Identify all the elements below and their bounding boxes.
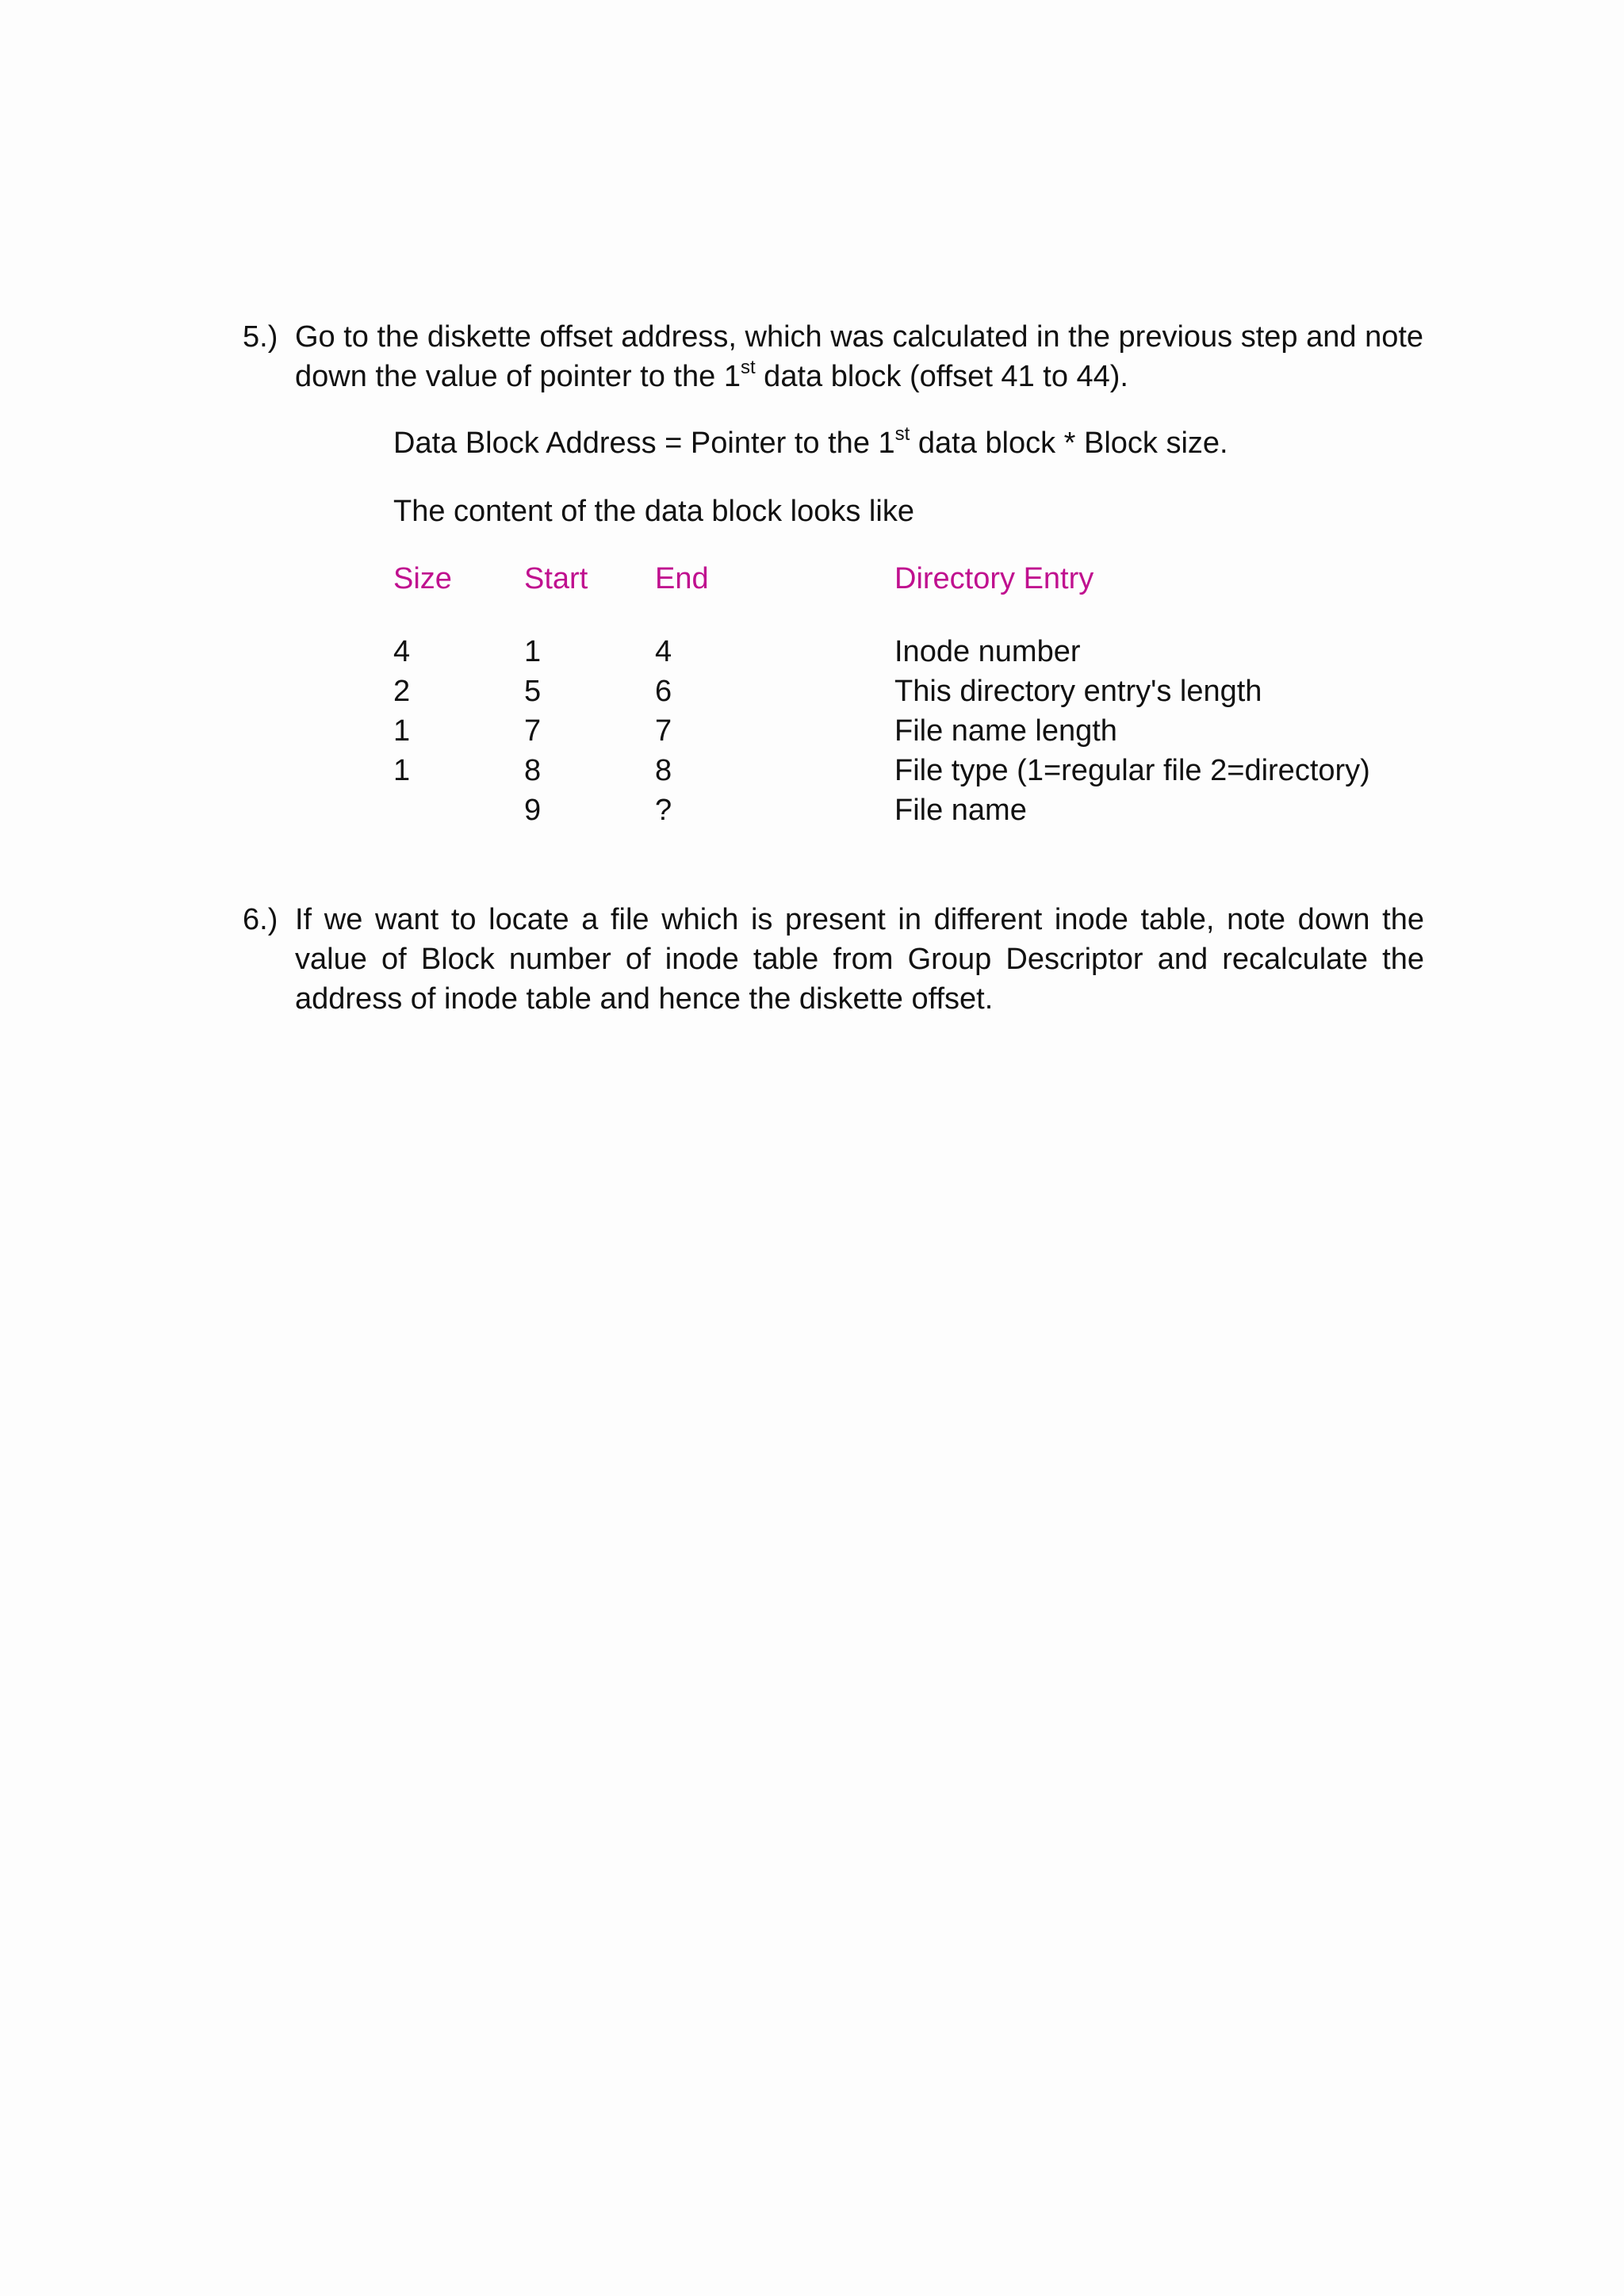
table-cell-size: 2 <box>393 675 411 708</box>
table-cell-entry: Inode number <box>894 635 1081 668</box>
table-cell-size: 1 <box>393 714 411 748</box>
step-5-number: 5.) <box>243 320 278 354</box>
data-block-content-intro: The content of the data block looks like <box>393 495 914 528</box>
table-cell-entry: This directory entry's length <box>894 675 1262 708</box>
table-cell-end: 7 <box>655 714 672 748</box>
header-directory-entry: Directory Entry <box>894 562 1094 595</box>
table-cell-end: 6 <box>655 675 672 708</box>
step-5-line-2-start: down the value of pointer to the 1 <box>295 360 741 393</box>
table-cell-start: 9 <box>524 794 542 827</box>
table-cell-entry: File name <box>894 794 1027 827</box>
table-cell-start: 7 <box>524 714 542 748</box>
table-cell-end: ? <box>655 794 672 827</box>
step-5-ordinal-suffix: st <box>740 357 756 378</box>
table-cell-start: 1 <box>524 635 542 668</box>
step-6 <box>243 900 1424 1019</box>
table-cell-end: 4 <box>655 635 672 668</box>
table-cell-size: 1 <box>393 754 411 787</box>
header-start: Start <box>524 562 588 595</box>
table-cell-end: 8 <box>655 754 672 787</box>
step-6-text: If we want to locate a file which is present in different inode table, note down the value of Block number of inode table from Group Descriptor and recalculate the address of inode table and hence the diskette offset. <box>295 903 1424 1016</box>
header-size: Size <box>393 562 452 595</box>
table-cell-size: 4 <box>393 635 411 668</box>
table-cell-entry: File type (1=regular file 2=directory) <box>894 754 1370 787</box>
step-5-line-1: Go to the diskette offset address, which was calculated in the previous step and note <box>295 320 1424 354</box>
step-6-number: 6.) <box>243 903 278 936</box>
data-block-address-formula <box>393 423 1228 463</box>
directory-entry-table <box>393 559 1424 844</box>
formula-ordinal-suffix: st <box>894 423 910 445</box>
header-end: End <box>655 562 709 595</box>
step-5-line-2-end: data block (offset 41 to 44). <box>755 360 1128 393</box>
formula-end: data block * Block size. <box>910 427 1228 460</box>
table-cell-start: 5 <box>524 675 542 708</box>
table-cell-entry: File name length <box>894 714 1117 748</box>
table-cell-start: 8 <box>524 754 542 787</box>
step-5-text <box>295 317 1424 396</box>
step-5 <box>243 317 1424 396</box>
formula-start: Data Block Address = Pointer to the 1 <box>393 427 895 460</box>
